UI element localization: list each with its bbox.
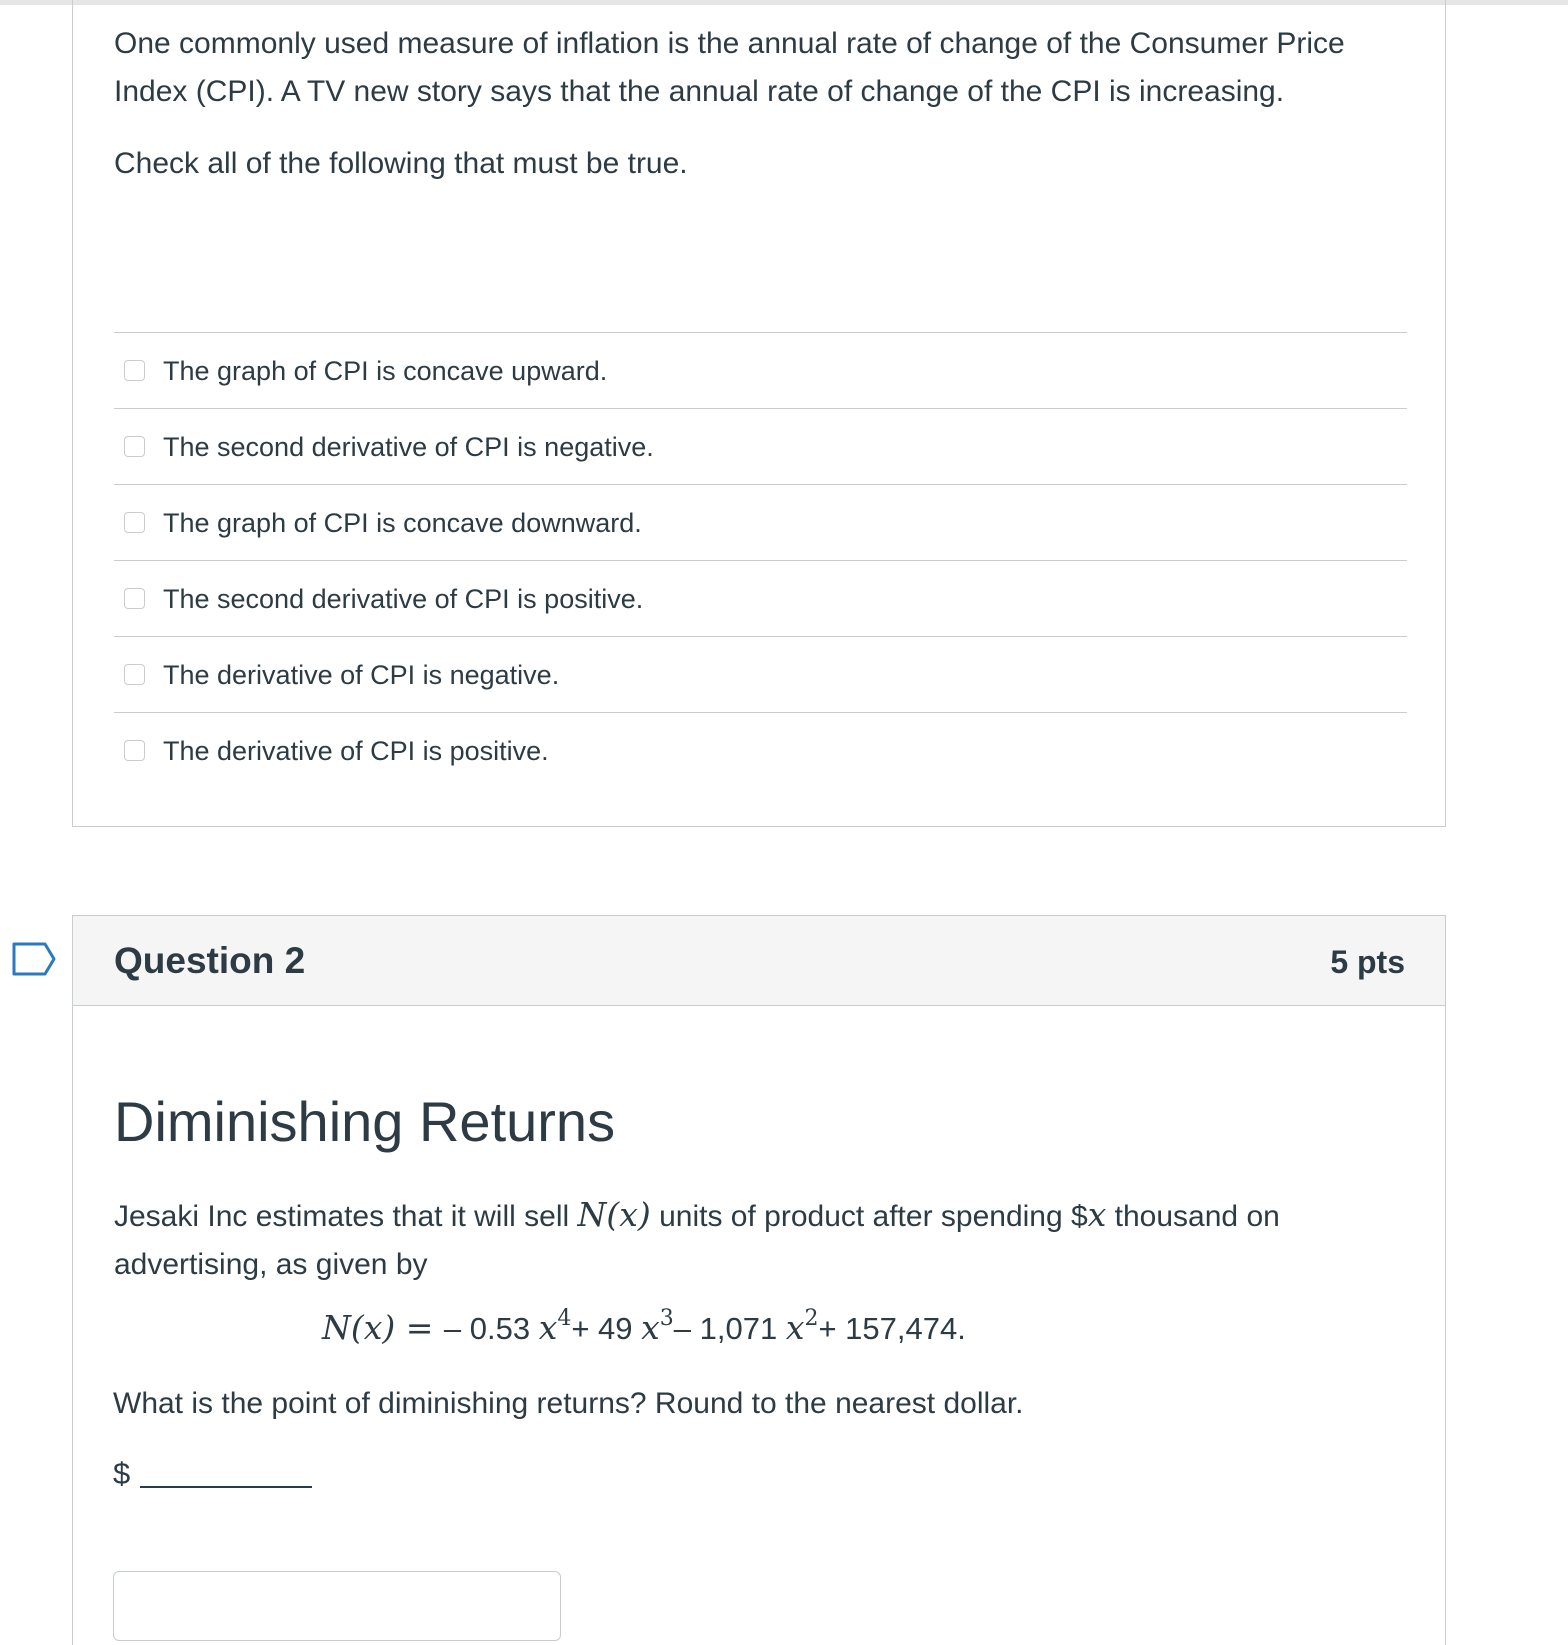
- answer-checkbox[interactable]: [124, 588, 145, 609]
- variable-symbol: x: [1087, 1195, 1107, 1234]
- dollar-blank: [113, 1454, 312, 1494]
- question-2-prompt: What is the point of diminishing returns? Round to the nearest dollar.: [113, 1387, 1024, 1420]
- equation-term-4: + 157,474.: [818, 1311, 966, 1346]
- answer-label: The graph of CPI is concave upward.: [163, 355, 608, 386]
- answer-checkbox[interactable]: [124, 436, 145, 457]
- equation-lhs: N(x): [322, 1308, 396, 1347]
- equation-var-3: x: [785, 1308, 805, 1347]
- equation-exp-1: 4: [557, 1306, 572, 1331]
- answer-option[interactable]: [114, 484, 1407, 560]
- question-1-instruction: Check all of the following that must be true.: [114, 147, 688, 180]
- question-2-text: [114, 1191, 1404, 1289]
- answer-option[interactable]: [114, 560, 1407, 636]
- equation: [322, 1302, 966, 1355]
- equation-equals: =: [395, 1308, 444, 1347]
- answer-checkbox[interactable]: [124, 360, 145, 381]
- answer-option[interactable]: [114, 408, 1407, 484]
- answer-label: The second derivative of CPI is negative.: [163, 431, 654, 462]
- answer-input[interactable]: [113, 1571, 561, 1641]
- answer-label: The derivative of CPI is positive.: [163, 735, 549, 766]
- equation-var-1: x: [538, 1308, 558, 1347]
- answer-option[interactable]: [114, 712, 1407, 788]
- text-part-1: Jesaki Inc estimates that it will sell: [114, 1200, 578, 1233]
- answer-label: The second derivative of CPI is positive.: [163, 583, 644, 614]
- answer-list: [114, 332, 1407, 788]
- equation-term-2: + 49: [571, 1311, 642, 1346]
- question-title: Question 2: [114, 940, 306, 981]
- equation-var-2: x: [641, 1308, 660, 1347]
- answer-checkbox[interactable]: [124, 512, 145, 533]
- question-points: 5 pts: [1330, 944, 1405, 980]
- text-part-2: units of product after spending $: [650, 1200, 1088, 1233]
- equation-term-3: – 1,071: [673, 1311, 786, 1346]
- text-part-3: thousand on advertising, as given by: [114, 1200, 1280, 1281]
- answer-label: The graph of CPI is concave downward.: [163, 507, 642, 538]
- function-symbol: N(x): [577, 1195, 651, 1234]
- answer-checkbox[interactable]: [124, 740, 145, 761]
- equation-exp-3: 2: [804, 1306, 819, 1331]
- answer-checkbox[interactable]: [124, 664, 145, 685]
- dollar-sign: $: [113, 1456, 131, 1491]
- question-1-card: [72, 0, 1446, 827]
- answer-blank-line: [140, 1486, 312, 1488]
- equation-exp-2: 3: [659, 1306, 674, 1331]
- equation-term-1: – 0.53: [443, 1311, 539, 1346]
- question-1-intro: One commonly used measure of inflation is the annual rate of change of the Consumer Price Index (CPI). A TV new story says that the annual rate of change of the CPI is increasing.: [114, 27, 1345, 108]
- answer-option[interactable]: [114, 332, 1407, 408]
- question-2-header: [72, 915, 1446, 1006]
- question-heading: Diminishing Returns: [114, 1090, 616, 1153]
- flag-question-icon[interactable]: [12, 942, 56, 981]
- answer-option[interactable]: [114, 636, 1407, 712]
- answer-label: The derivative of CPI is negative.: [163, 659, 560, 690]
- flag-outline-icon: [12, 942, 56, 976]
